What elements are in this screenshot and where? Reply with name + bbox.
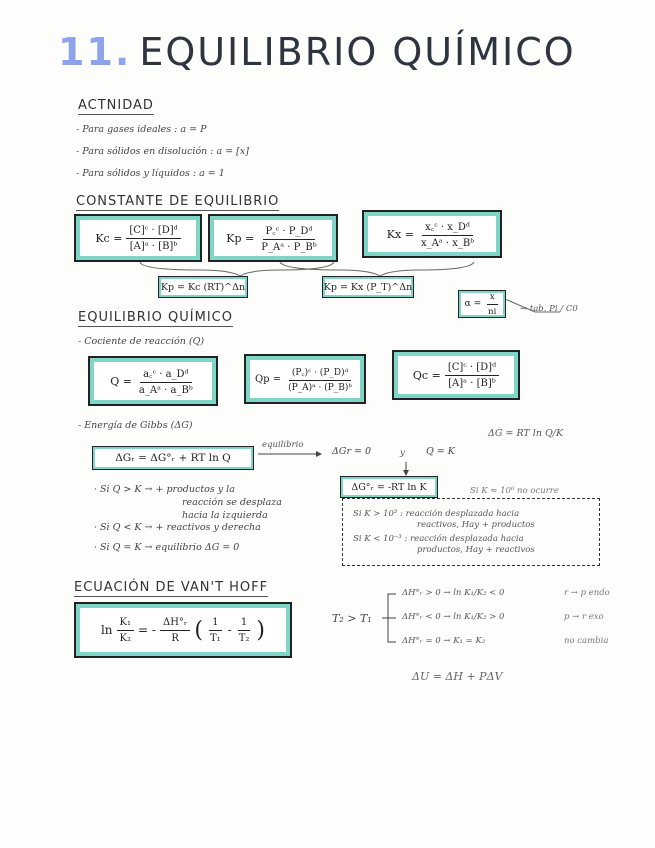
and-label: y (400, 448, 405, 458)
section-equilibrio: EQUILIBRIO QUÍMICO (78, 310, 233, 325)
qp-lhs: Qp = (254, 373, 282, 385)
vanthoff-open-paren: ( (194, 617, 203, 643)
case-q-greater-k-2: reacción se desplaza (182, 497, 282, 508)
gibbs-box: ΔGᵣ = ΔG°ᵣ + RT ln Q (92, 446, 254, 470)
alpha-lhs: α = (464, 299, 482, 309)
branch-exo: ΔH°ᵣ < 0 → ln K₁/K₂ > 0 (402, 612, 505, 622)
kx-denominator: x_Aᵃ · x_Bᵇ (420, 238, 475, 249)
alpha-numerator: x (487, 292, 498, 305)
section-constante: CONSTANTE DE EQUILIBRIO (76, 194, 280, 209)
delta-g-zero: ΔGr = 0 (332, 446, 372, 457)
k-small-line-2: productos, Hay + reactivos (417, 545, 535, 555)
kp-kx-relation-box: Kp = Kx (P_T)^Δn (322, 276, 414, 298)
vanthoff-minus: - (227, 623, 232, 637)
vanthoff-k2: K₂ (119, 632, 132, 644)
q-denominator: a_Aᵃ · a_Bᵇ (138, 385, 193, 396)
case-q-less-k: · Si Q < K → + reactivos y derecha (94, 522, 261, 533)
vanthoff-t2: T₂ (238, 632, 250, 644)
qc-lhs: Qc = (412, 368, 441, 382)
actividad-item-disolucion: - Para sólidos en disolución : a = [x] (76, 146, 249, 157)
k-note: Si K ≈ 10⁰ no ocurre (470, 486, 559, 496)
alpha-denominator: ni (488, 306, 497, 317)
vanthoff-dh: ΔH°ᵣ (160, 617, 190, 631)
branch-zero-note: no cambia (564, 636, 609, 646)
k-small-line-1: Si K < 10⁻³ : reacción desplazada hacia (353, 534, 524, 544)
vanthoff-equals: = - (138, 623, 156, 637)
gibbs-label: - Energía de Gibbs (ΔG) (78, 420, 193, 431)
branch-endo: ΔH°ᵣ > 0 → ln K₁/K₂ < 0 (402, 588, 505, 598)
case-q-equal-k: · Si Q = K → equilibrio ΔG = 0 (94, 542, 240, 553)
case-q-greater-k: · Si Q > K → + productos y la (94, 484, 235, 495)
kp-kc-relation-box: Kp = Kc (RT)^Δn (158, 276, 248, 298)
internal-energy-note: ΔU = ΔH + PΔV (412, 670, 503, 683)
delta-g0-box: ΔG°ᵣ = -RT ln K (340, 476, 438, 498)
case-q-greater-k-3: hacia la izquierda (182, 510, 268, 521)
alpha-note: → tab. Pi / C0 (520, 304, 578, 314)
qc-denominator: [A]ᵃ · [B]ᵇ (448, 377, 496, 389)
title-number: 11. (58, 30, 132, 74)
qc-numerator: [C]ᶜ · [D]ᵈ (445, 362, 499, 376)
branch-endo-note: r → p endo (564, 588, 610, 598)
kc-lhs: Kc = (95, 231, 123, 245)
vanthoff-t1: T₁ (209, 632, 221, 644)
q-numerator: a꜀ᶜ · a_Dᵈ (140, 366, 191, 383)
section-vanthoff: ECUACIÓN DE VAN'T HOFF (74, 580, 269, 595)
kp-numerator: P꜀ᶜ · P_Dᵈ (263, 223, 316, 240)
temperature-condition: T₂ > T₁ (332, 612, 372, 625)
kc-numerator: [C]ᶜ · [D]ᵈ (126, 225, 180, 239)
k-large-line-1: Si K > 10³ : reacción desplazada hacia (353, 509, 520, 519)
kp-denominator: P_Aᵃ · P_Bᵇ (261, 242, 317, 253)
qp-numerator: (P꜀)ᶜ · (P_D)ᵈ (289, 365, 351, 381)
vanthoff-t1-num: 1 (209, 617, 221, 631)
k-large-line-2: reactivos, Hay + productos (417, 520, 535, 530)
kx-lhs: Kx = (386, 227, 414, 241)
kx-numerator: x꜀ᶜ · x_Dᵈ (422, 219, 473, 236)
q-equals-k: Q = K (426, 446, 455, 457)
vanthoff-r: R (171, 632, 179, 644)
vanthoff-ln: ln (100, 623, 113, 637)
kp-lhs: Kp = (226, 231, 255, 245)
branch-exo-note: p → r exo (564, 612, 604, 622)
vanthoff-k1: K₁ (117, 617, 134, 631)
section-actividad: ACTNIDAD (78, 98, 154, 113)
arrow-label: equilibrio (262, 440, 304, 450)
gibbs-side-formula: ΔG = RT ln Q/K (488, 428, 564, 439)
vanthoff-t2-num: 1 (238, 617, 250, 631)
actividad-item-solidos: - Para sólidos y líquidos : a = 1 (76, 168, 225, 179)
title-text: EQUILIBRIO QUÍMICO (139, 30, 576, 74)
actividad-item-gases: - Para gases ideales : a = P (76, 124, 207, 135)
qp-denominator: (P_A)ᵃ · (P_B)ᵇ (288, 383, 353, 393)
q-lhs: Q = (110, 374, 132, 388)
branch-zero: ΔH°ᵣ = 0 → K₁ = K₂ (402, 636, 486, 646)
vanthoff-close-paren: ) (256, 617, 266, 643)
kc-denominator: [A]ᵃ · [B]ᵇ (129, 240, 178, 252)
cociente-label: - Cociente de reacción (Q) (78, 336, 205, 347)
